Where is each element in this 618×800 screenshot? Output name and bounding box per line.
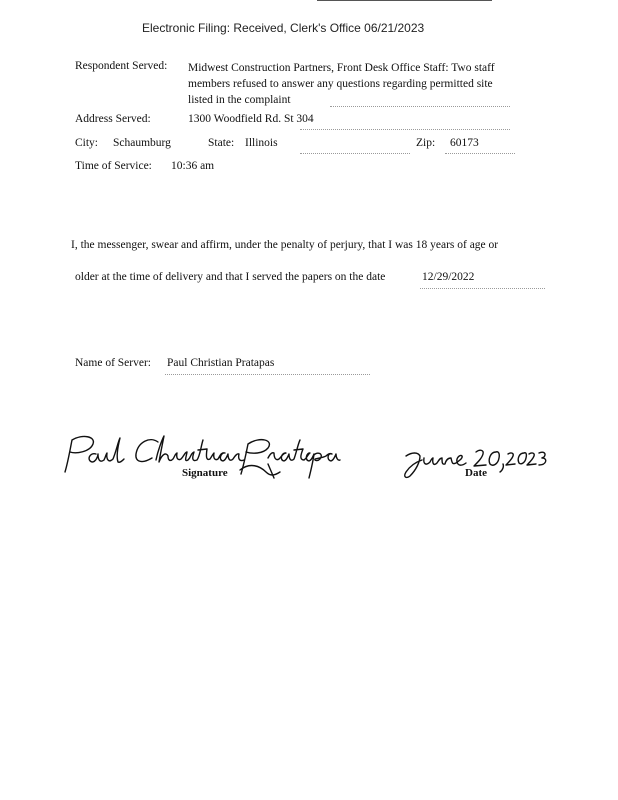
- time-value: 10:36 am: [171, 160, 215, 172]
- respondent-label: Respondent Served:: [75, 60, 168, 72]
- affirmation-line-2: older at the time of delivery and that I served the papers on the date: [75, 271, 386, 283]
- top-divider: [317, 0, 492, 1]
- time-label: Time of Service:: [75, 160, 152, 172]
- service-date: 12/29/2022: [422, 271, 475, 283]
- service-date-dotted-line: [420, 288, 545, 290]
- respondent-value: Midwest Construction Partners, Front Desk Office Staff: Two staff members refused to answer any questions regarding permitted site listed in the complaint: [188, 62, 495, 106]
- filing-stamp: Electronic Filing: Received, Clerk's Office 06/21/2023: [142, 21, 425, 35]
- server-name-label: Name of Server:: [75, 357, 151, 369]
- state-label: State:: [208, 137, 235, 149]
- state-value: Illinois: [245, 137, 278, 149]
- date-label: Date: [465, 467, 487, 479]
- zip-dotted-line: [445, 153, 515, 155]
- server-name-value: Paul Christian Pratapas: [167, 357, 275, 369]
- state-dotted-line: [300, 153, 410, 155]
- city-label: City:: [75, 137, 99, 149]
- respondent-dotted-line: [330, 106, 510, 108]
- signature-label: Signature: [182, 467, 228, 479]
- server-name-dotted-line: [165, 374, 370, 376]
- zip-label: Zip:: [416, 137, 436, 149]
- address-value: 1300 Woodfield Rd. St 304: [188, 113, 314, 125]
- address-label: Address Served:: [75, 113, 151, 125]
- zip-value: 60173: [450, 137, 479, 149]
- city-value: Schaumburg: [113, 137, 171, 149]
- address-dotted-line: [300, 129, 510, 131]
- affirmation-line-1: I, the messenger, swear and affirm, under the penalty of perjury, that I was 18 years of age or: [71, 239, 499, 251]
